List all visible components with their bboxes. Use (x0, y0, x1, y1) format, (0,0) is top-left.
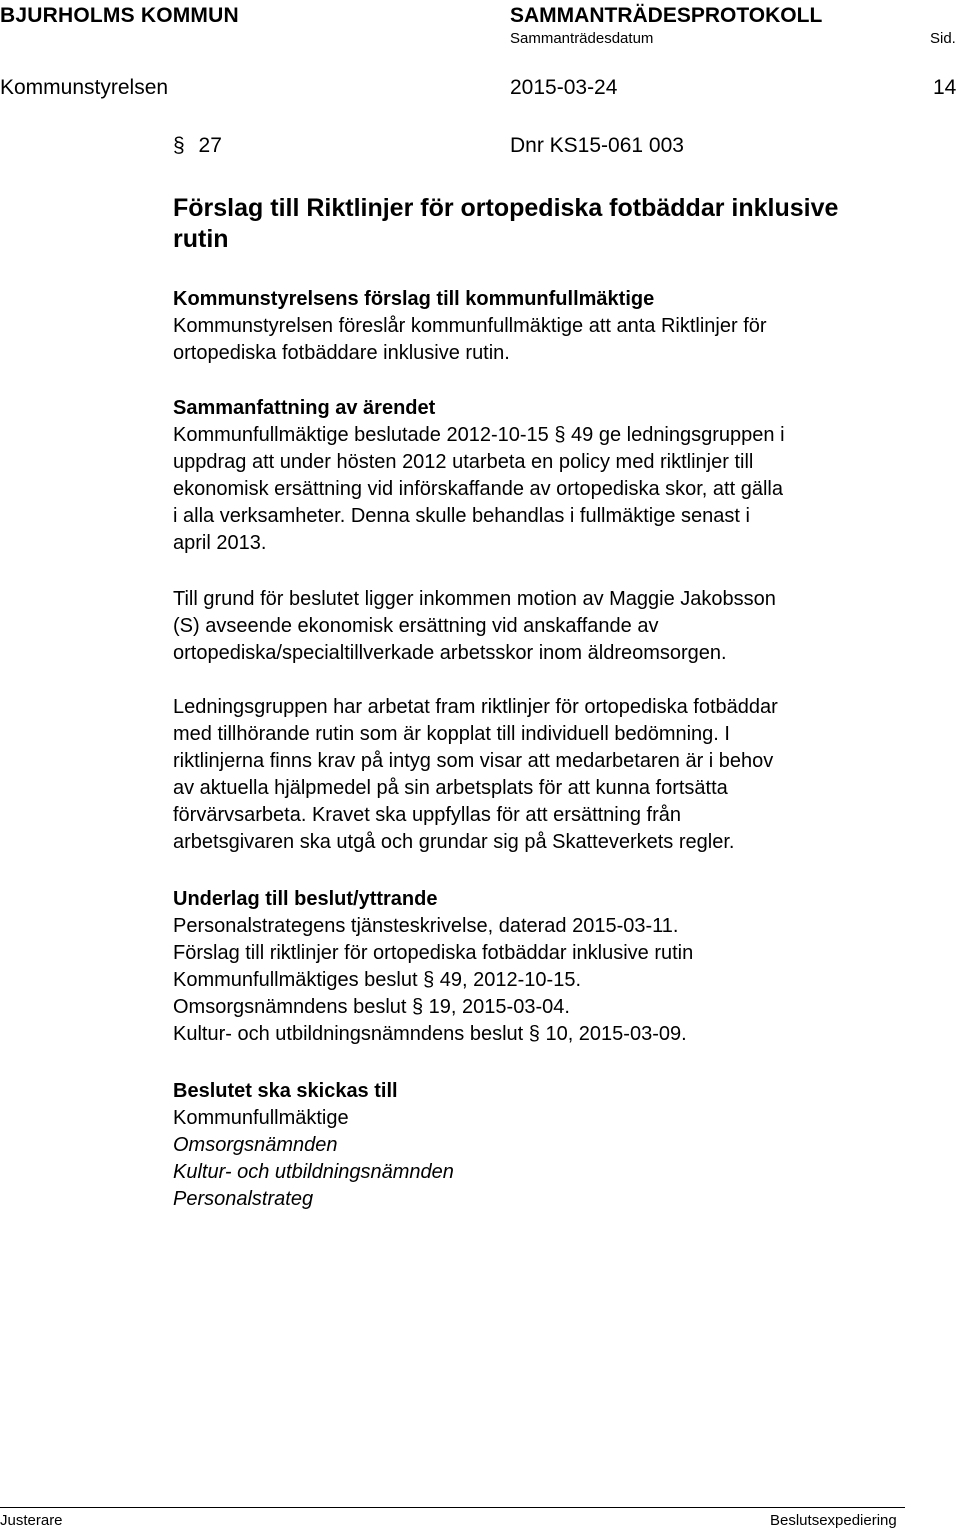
organization-name: BJURHOLMS KOMMUN (0, 4, 239, 27)
summary-line: Kommunfullmäktige beslutade 2012-10-15 § 49 ge ledningsgruppen i (173, 424, 785, 446)
proposal-heading: Kommunstyrelsens förslag till kommunfullmäktige (173, 288, 655, 310)
summary-line: uppdrag att under hösten 2012 utarbeta en policy med riktlinjer till (173, 451, 754, 473)
meeting-date-label: Sammanträdesdatum (510, 30, 654, 47)
basis-section (173, 886, 913, 1048)
guidelines-paragraph (173, 694, 913, 856)
basis-item: Kultur- och utbildningsnämndens beslut § 10, 2015-03-09. (173, 1023, 687, 1045)
meeting-date: 2015-03-24 (510, 76, 618, 99)
motion-line: Till grund för beslutet ligger inkommen motion av Maggie Jakobsson (173, 588, 776, 610)
guidelines-line: förvärvsarbeta. Kravet ska uppfyllas för att ersättning från (173, 804, 682, 826)
proposal-section (173, 286, 913, 367)
summary-line: april 2013. (173, 532, 267, 554)
paragraph-number-value: 27 (198, 134, 222, 157)
send-to-heading: Beslutet ska skickas till (173, 1080, 398, 1102)
send-to-item: Personalstrateg (173, 1188, 314, 1210)
send-to-item: Omsorgsnämnden (173, 1134, 338, 1156)
send-to-item: Kommunfullmäktige (173, 1107, 349, 1129)
basis-item: Kommunfullmäktiges beslut § 49, 2012-10-15. (173, 969, 582, 991)
basis-item: Personalstrategens tjänsteskrivelse, daterad 2015-03-11. (173, 915, 679, 937)
proposal-line: ortopediska fotbäddare inklusive rutin. (173, 342, 510, 364)
committee-name: Kommunstyrelsen (0, 76, 169, 99)
section-sign: § (173, 134, 185, 157)
basis-heading: Underlag till beslut/yttrande (173, 888, 438, 910)
motion-line: (S) avseende ekonomisk ersättning vid anskaffande av (173, 615, 659, 637)
guidelines-line: av aktuella hjälpmedel på sin arbetsplats för att kunna fortsätta (173, 777, 728, 799)
basis-item: Omsorgsnämndens beslut § 19, 2015-03-04. (173, 996, 570, 1018)
page-number: 14 (933, 76, 957, 99)
basis-item: Förslag till riktlinjer för ortopediska fotbäddar inklusive rutin (173, 942, 694, 964)
guidelines-line: arbetsgivaren ska utgå och grundar sig på Skatteverkets regler. (173, 831, 735, 853)
motion-line: ortopediska/specialtillverkade arbetsskor inom äldreomsorgen. (173, 642, 727, 664)
footer-dispatch-label: Beslutsexpediering (770, 1512, 897, 1529)
footer-adjuster-label: Justerare (0, 1512, 63, 1529)
summary-section (173, 395, 913, 557)
proposal-line: Kommunstyrelsen föreslår kommunfullmäktige att anta Riktlinjer för (173, 315, 767, 337)
send-to-item: Kultur- och utbildningsnämnden (173, 1161, 454, 1183)
guidelines-line: riktlinjerna finns krav på intyg som visar att medarbetaren är i behov (173, 750, 774, 772)
registration-number: Dnr KS15-061 003 (510, 134, 684, 157)
guidelines-line: med tillhörande rutin som är kopplat till individuell bedömning. I (173, 723, 730, 745)
summary-heading: Sammanfattning av ärendet (173, 397, 436, 419)
paragraph-number (173, 134, 222, 158)
send-to-section (173, 1078, 913, 1213)
motion-paragraph (173, 586, 913, 667)
page-label: Sid. (930, 30, 956, 47)
footer-divider (0, 1507, 905, 1508)
guidelines-line: Ledningsgruppen har arbetat fram riktlinjer för ortopediska fotbäddar (173, 696, 778, 718)
summary-line: i alla verksamheter. Denna skulle behandlas i fullmäktige senast i (173, 505, 750, 527)
page-title: Förslag till Riktlinjer för ortopediska fotbäddar inklusive rutin (173, 194, 839, 253)
document-type: SAMMANTRÄDESPROTOKOLL (510, 4, 823, 27)
summary-line: ekonomisk ersättning vid införskaffande av ortopediska skor, att gälla (173, 478, 783, 500)
